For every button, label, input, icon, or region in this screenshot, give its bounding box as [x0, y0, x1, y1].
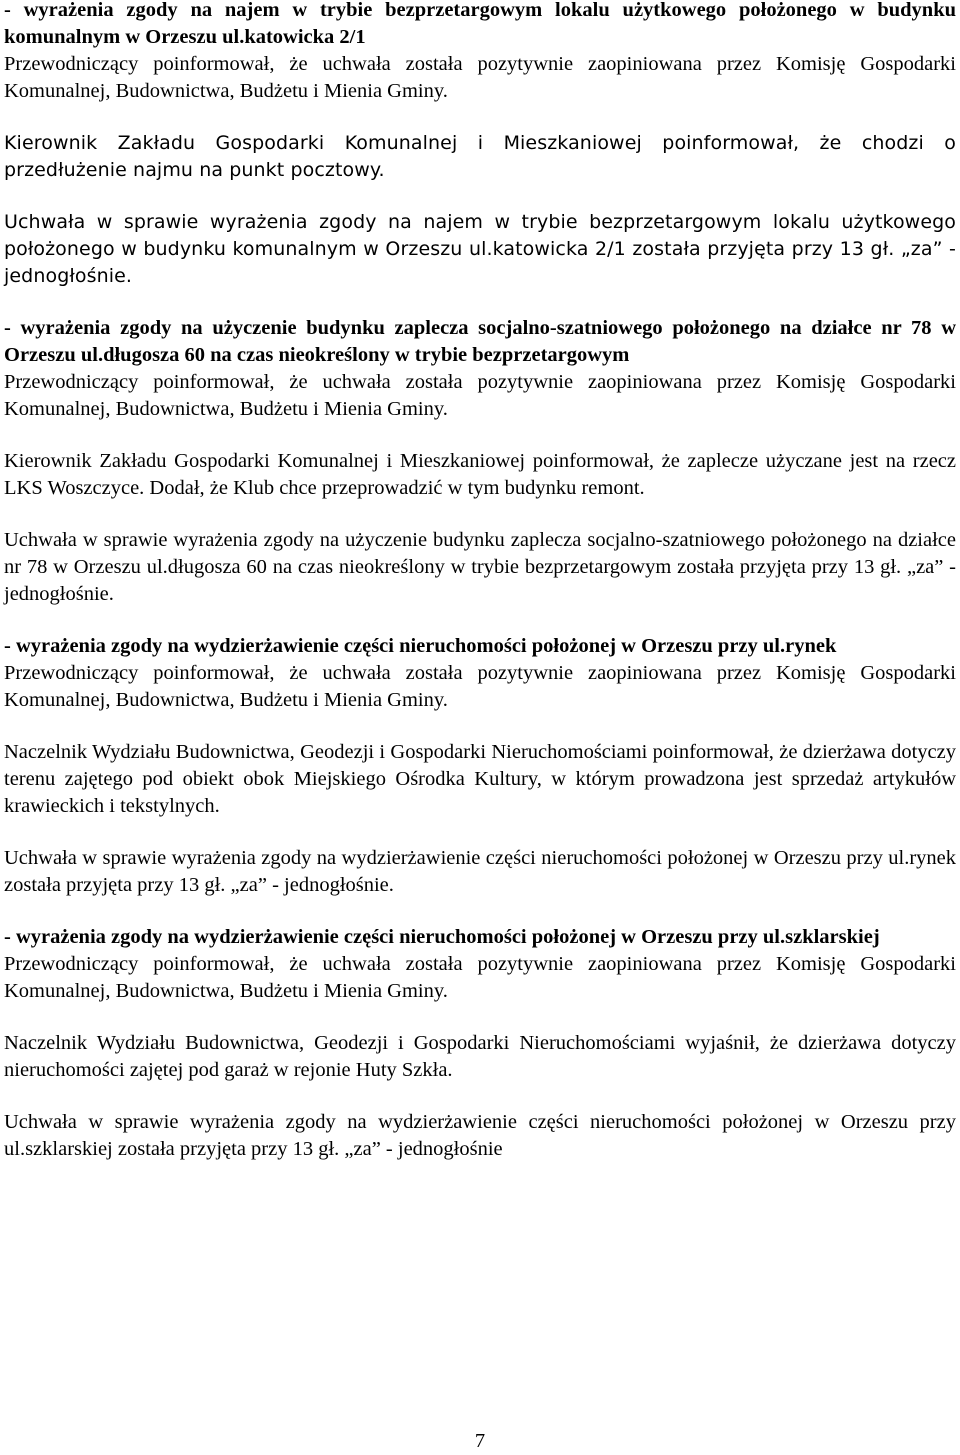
official-statement: Kierownik Zakładu Gospodarki Komunalnej i Mieszkaniowej poinformował, że chodzi o przedłużenie najmu na punkt pocztowy.	[4, 132, 956, 181]
section-heading: - wyrażenia zgody na najem w trybie bezprzetargowym lokalu użytkowego położonego w budynku komunalnym w Orzeszu ul.katowicka 2/1	[4, 0, 956, 48]
agenda-section	[4, 0, 956, 290]
agenda-section	[4, 924, 956, 1163]
agenda-section	[4, 633, 956, 899]
resolution-result: Uchwała w sprawie wyrażenia zgody na wydzierżawienie części nieruchomości położonej w Orzeszu przy ul.rynek została przyjęta przy 13 gł. „za” - jednogłośnie.	[4, 847, 956, 896]
official-statement: Naczelnik Wydziału Budownictwa, Geodezji i Gospodarki Nieruchomościami poinformował, że dzierżawa dotyczy terenu zajętego pod obiekt obok Miejskiego Ośrodka Kultury, w którym prowadzona jest sprzedaż artykułów krawieckich i tekstylnych.	[4, 741, 956, 817]
resolution-result: Uchwała w sprawie wyrażenia zgody na wydzierżawienie części nieruchomości położonej w Orzeszu przy ul.szklarskiej została przyjęta przy 13 gł. „za” - jednogłośnie	[4, 1111, 956, 1160]
committee-opinion: Przewodniczący poinformował, że uchwała została pozytywnie zaopiniowana przez Komisję Gospodarki Komunalnej, Budownictwa, Budżetu i Mienia Gminy.	[4, 662, 956, 711]
section-heading: - wyrażenia zgody na wydzierżawienie części nieruchomości położonej w Orzeszu przy ul.szklarskiej	[4, 926, 880, 948]
document-page	[4, 0, 956, 1188]
agenda-section	[4, 315, 956, 608]
page-number: 7	[474, 1430, 486, 1452]
resolution-result: Uchwała w sprawie wyrażenia zgody na najem w trybie bezprzetargowym lokalu użytkowego położonego w budynku komunalnym w Orzeszu ul.katowicka 2/1 została przyjęta przy 13 gł. „za” - jednogłośnie.	[4, 211, 956, 287]
resolution-result: Uchwała w sprawie wyrażenia zgody na użyczenie budynku zaplecza socjalno-szatniowego położonego na działce nr 78 w Orzeszu ul.długosza 60 na czas nieokreślony w trybie bezprzetargowym została przyjęta przy 13 gł. „za” - jednogłośnie.	[4, 529, 956, 605]
section-heading: - wyrażenia zgody na użyczenie budynku zaplecza socjalno-szatniowego położonego na działce nr 78 w Orzeszu ul.długosza 60 na czas nieokreślony w trybie bezprzetargowym	[4, 317, 956, 366]
section-heading: - wyrażenia zgody na wydzierżawienie części nieruchomości położonej w Orzeszu przy ul.rynek	[4, 635, 837, 657]
committee-opinion: Przewodniczący poinformował, że uchwała została pozytywnie zaopiniowana przez Komisję Gospodarki Komunalnej, Budownictwa, Budżetu i Mienia Gminy.	[4, 371, 956, 420]
official-statement: Kierownik Zakładu Gospodarki Komunalnej i Mieszkaniowej poinformował, że zaplecze użyczane jest na rzecz LKS Woszczyce. Dodał, że Klub chce przeprowadzić w tym budynku remont.	[4, 450, 956, 499]
committee-opinion: Przewodniczący poinformował, że uchwała została pozytywnie zaopiniowana przez Komisję Gospodarki Komunalnej, Budownictwa, Budżetu i Mienia Gminy.	[4, 53, 956, 102]
official-statement: Naczelnik Wydziału Budownictwa, Geodezji i Gospodarki Nieruchomościami wyjaśnił, że dzierżawa dotyczy nieruchomości zajętej pod garaż w rejonie Huty Szkła.	[4, 1032, 956, 1081]
committee-opinion: Przewodniczący poinformował, że uchwała została pozytywnie zaopiniowana przez Komisję Gospodarki Komunalnej, Budownictwa, Budżetu i Mienia Gminy.	[4, 953, 956, 1002]
